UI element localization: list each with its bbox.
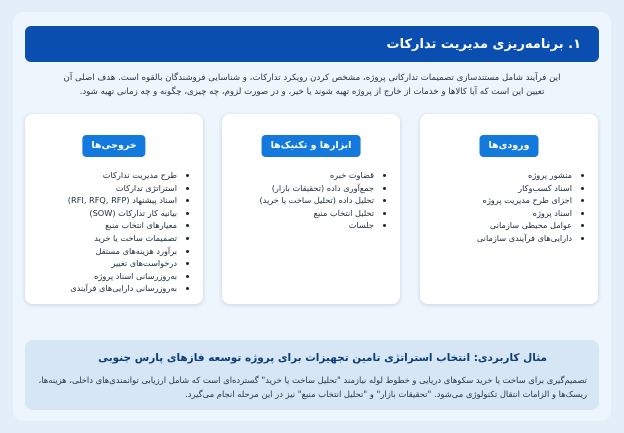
- section-title: ۱. برنامه‌ریزی مدیریت تدارکات: [386, 36, 581, 52]
- list-item: • به‌روزرسانی اسناد پروژه: [31, 270, 177, 283]
- inputs-box: [420, 114, 598, 304]
- example-line-2: ریسک‌ها و الزامات انتقال تکنولوژی می‌شود. "تحقیقات بازار" و "تحلیل انتخاب منبع" نیز در این مرحله انجام می‌گیرد.: [185, 389, 587, 399]
- tools-title: ابزارها و تکنیک‌ها: [262, 135, 361, 157]
- list-item: • تحلیل انتخاب منبع: [228, 207, 374, 220]
- outputs-box: [25, 114, 203, 304]
- list-item: • درخواست‌های تغییر: [31, 257, 177, 270]
- example-text: [37, 373, 587, 401]
- list-item: • طرح مدیریت تدارکات: [31, 169, 177, 182]
- list-item: • جمع‌آوری داده (تحقیقات بازار): [228, 182, 374, 195]
- inputs-title: ورودی‌ها: [479, 135, 538, 157]
- list-item: • منشور پروژه: [426, 169, 572, 182]
- intro-paragraph: [30, 71, 594, 99]
- example-line-1: تصمیم‌گیری برای ساخت یا خرید سکوهای دریایی و خطوط لوله نیازمند "تحلیل ساخت یا خرید" گسترده‌ای است که شامل ارزیابی توانمندی‌های داخلی، هزینه‌ها،: [38, 375, 587, 385]
- list-item: • استراتژی تدارکات: [31, 182, 177, 195]
- list-item: • تحلیل داده (تحلیل ساخت یا خرید): [228, 194, 374, 207]
- list-item: • قضاوت خبره: [228, 169, 374, 182]
- list-item: • عوامل محیطی سازمانی: [426, 219, 572, 232]
- list-item: • برآورد هزینه‌های مستقل: [31, 245, 177, 258]
- list-item: • به‌روزرسانی دارایی‌های فرآیندی: [31, 282, 177, 295]
- list-item: • اجزای طرح مدیریت پروژه: [426, 194, 572, 207]
- example-panel: [25, 340, 599, 410]
- list-item: • اسناد پروژه: [426, 207, 572, 220]
- intro-line-1: این فرآیند شامل مستندسازی تصمیمات تدارکاتی پروژه، مشخص کردن رویکرد تدارکات، و شناسایی فروشندگان بالقوه است. هدف اصلی آن: [63, 73, 561, 83]
- outputs-list: [31, 169, 191, 295]
- intro-line-2: تعیین این است که آیا کالاها و خدمات از خارج از پروژه تهیه شوند یا خیر، و در صورت لزوم، چه چیزی، چگونه و چه زمانی تهیه شود.: [79, 87, 545, 97]
- tools-box: [222, 114, 400, 304]
- list-item: • معیارهای انتخاب منبع: [31, 219, 177, 232]
- tools-list: [228, 169, 388, 232]
- section-header: [25, 26, 599, 62]
- inputs-list: [426, 169, 586, 245]
- list-item: • بیانیه کار تدارکات (SOW): [31, 207, 177, 220]
- list-item: • تصمیمات ساخت یا خرید: [31, 232, 177, 245]
- outputs-title: خروجی‌ها: [82, 135, 145, 157]
- list-item: • جلسات: [228, 219, 374, 232]
- example-title: مثال کاربردی: انتخاب استراتژی تامین تجهیزات برای پروژه توسعه فازهای پارس جنوبی: [98, 352, 547, 364]
- list-item: • اسناد پیشنهاد (RFI, RFQ, RFP): [31, 194, 177, 207]
- list-item: • دارایی‌های فرآیندی سازمانی: [426, 232, 572, 245]
- list-item: • اسناد کسب‌وکار: [426, 182, 572, 195]
